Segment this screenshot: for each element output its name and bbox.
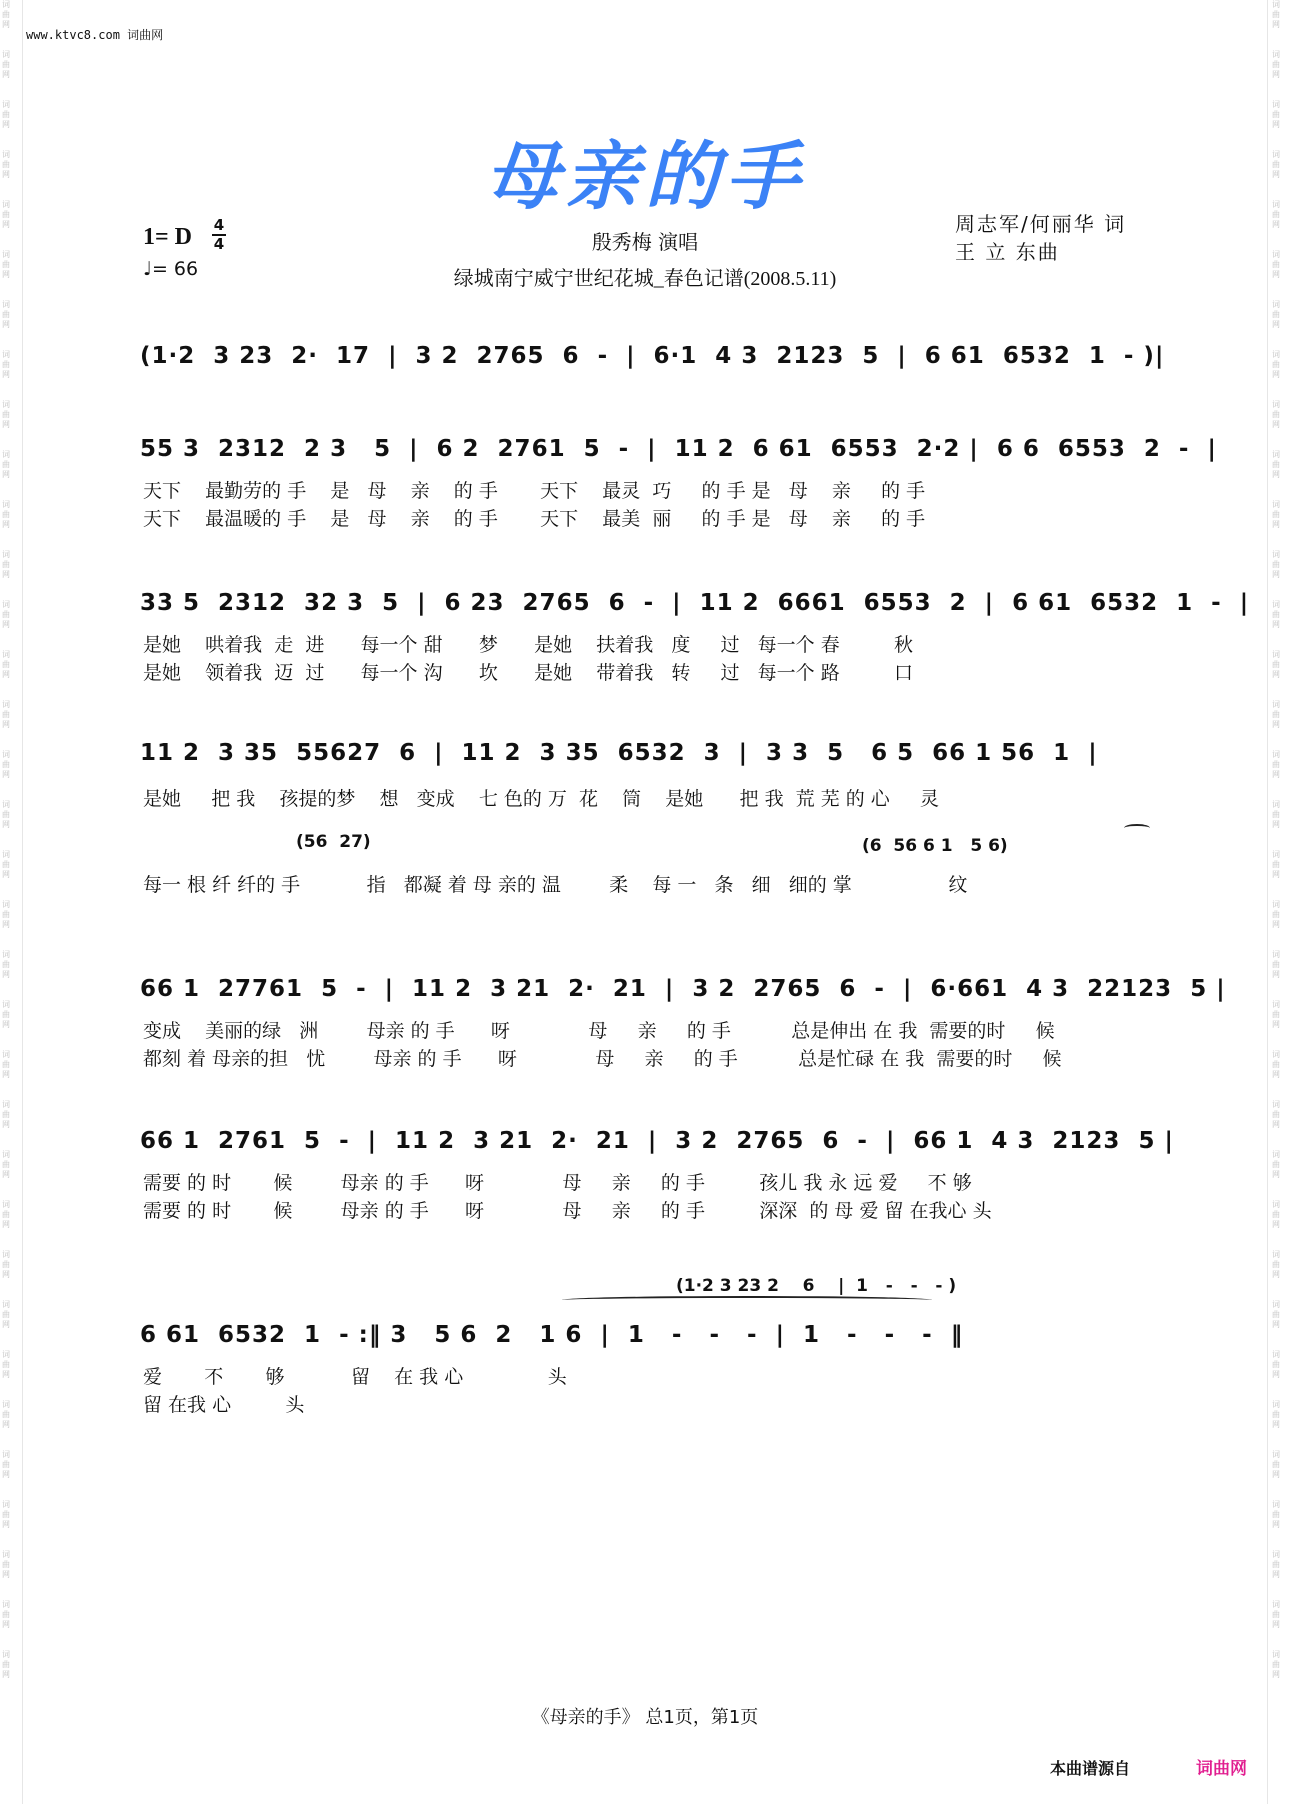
tie-mark: [562, 1296, 932, 1304]
footer-source: 本曲谱源自: [1050, 1759, 1131, 1778]
lyric-row-6-verse-2: 需要 的 时 候 母亲 的 手 呀 母 亲 的 手 深深 的 母 爱 留 在我心 头: [143, 1200, 992, 1222]
time-signature: 4 4: [213, 216, 225, 253]
transcription-source: 绿城南宁威宁世纪花城_春色记谱(2008.5.11): [453, 268, 837, 290]
lyric-row-4-verse-2: 每一 根 纤 纤的 手 指 都凝 着 母 亲的 温 柔 每 一 条 细 细的 掌 纹: [143, 874, 968, 896]
score-row-1: (1·2 3 23 2· 17 | 3 2 2765 6 - | 6·1 4 3 2123 5 | 6 61 6532 1 - )|: [140, 343, 1165, 369]
side-watermark-left: 词 曲 网 词 曲 网 词 曲 网 词 曲 网 词 曲 网 词 曲 网 词 曲 网 词 曲 网 词 曲 网 词 曲 网 词 曲 网 词 曲 网 词 曲 网 词 曲 网 词 曲 网 词 曲 网 词 曲 网 词 曲 网 词 曲 网 词 曲 网 词 曲 网 词 曲 网 词 曲 网 词 曲 网 词 曲 网 词 曲 网 词 曲 网 词 曲 网 词 曲 网 词 曲 网 词 曲 网 词 曲 网 词 曲 网 词 曲 网: [2, 0, 10, 1679]
lyric-row-6-verse-1: 需要 的 时 候 母亲 的 手 呀 母 亲 的 手 孩儿 我 永 远 爱 不 够: [143, 1172, 972, 1194]
lyric-row-2-verse-1: 天下 最勤劳的 手 是 母 亲 的 手 天下 最灵 巧 的 手 是 母 亲 的 手: [143, 480, 926, 502]
slur-mark: [1124, 824, 1150, 832]
footer-brand-link[interactable]: 词曲网: [1196, 1759, 1247, 1779]
lyricist: 周志军/何丽华 词: [955, 212, 1127, 236]
lyric-row-3-verse-2: 是她 领着我 迈 过 每一个 沟 坎 是她 带着我 转 过 每一个 路 口: [143, 662, 914, 684]
score-row-6: 66 1 2761 5 - | 11 2 3 21 2· 21 | 3 2 2765 6 - | 66 1 4 3 2123 5 |: [140, 1128, 1174, 1154]
credits: [955, 210, 1126, 266]
lyric-row-2-verse-2: 天下 最温暖的 手 是 母 亲 的 手 天下 最美 丽 的 手 是 母 亲 的 手: [143, 508, 926, 530]
lyric-row-7-verse-1: 爱 不 够 留 在 我 心 头: [143, 1366, 567, 1388]
score-row-5: 66 1 27761 5 - | 11 2 3 21 2· 21 | 3 2 2765 6 - | 6·661 4 3 22123 5 |: [140, 976, 1226, 1002]
singer: 殷秀梅 演唱: [591, 230, 699, 254]
lyric-row-5-verse-2: 都刻 着 母亲的担 忧 母亲 的 手 呀 母 亲 的 手 总是忙碌 在 我 需要的时 候: [143, 1048, 1062, 1070]
lyric-row-4-verse-1: 是她 把 我 孩提的梦 想 变成 七 色的 万 花 筒 是她 把 我 荒 芜 的 心 灵: [143, 788, 939, 810]
lyric-row-7-verse-2: 留 在我 心 头: [143, 1394, 305, 1416]
score-row-7: 6 61 6532 1 - :‖ 3 5 6 2 1 6 | 1 - - - | 1 - - - ‖: [140, 1322, 964, 1348]
lyric-row-5-verse-1: 变成 美丽的绿 洲 母亲 的 手 呀 母 亲 的 手 总是伸出 在 我 需要的时 候: [143, 1020, 1055, 1042]
lyric-row-3-verse-1: 是她 哄着我 走 进 每一个 甜 梦 是她 扶着我 度 过 每一个 春 秋: [143, 634, 914, 656]
score-row-3: 33 5 2312 32 3 5 | 6 23 2765 6 - | 11 2 6661 6553 2 | 6 61 6532 1 - |: [140, 590, 1250, 616]
composer: 王 立 东曲: [955, 240, 1060, 264]
site-watermark: www.ktvc8.com 词曲网: [26, 28, 164, 42]
score-row-2: 55 3 2312 2 3 5 | 6 2 2761 5 - | 11 2 6 61 6553 2·2 | 6 6 6553 2 - |: [140, 436, 1217, 462]
song-title: 母亲的手: [485, 134, 805, 220]
coda-interlude-notes: (1·2 3 23 2 6 | 1 - - - ): [676, 1276, 957, 1296]
interlude-notes-a: (56 27): [296, 832, 371, 852]
page-footer: 《母亲的手》 总1页，第1页: [531, 1707, 759, 1728]
side-watermark-right: 词 曲 网 词 曲 网 词 曲 网 词 曲 网 词 曲 网 词 曲 网 词 曲 网 词 曲 网 词 曲 网 词 曲 网 词 曲 网 词 曲 网 词 曲 网 词 曲 网 词 曲 网 词 曲 网 词 曲 网 词 曲 网 词 曲 网 词 曲 网 词 曲 网 词 曲 网 词 曲 网 词 曲 网 词 曲 网 词 曲 网 词 曲 网 词 曲 网 词 曲 网 词 曲 网 词 曲 网 词 曲 网 词 曲 网 词 曲 网: [1272, 0, 1280, 1679]
key-signature: 1= D: [143, 224, 193, 250]
score-row-4: 11 2 3 35 55627 6 | 11 2 3 35 6532 3 | 3 3 5 6 5 66 1 56 1 |: [140, 740, 1098, 766]
tempo-marking: ♩= 66: [143, 258, 199, 280]
interlude-notes-b: (6 56 6 1 5 6): [862, 836, 1008, 856]
